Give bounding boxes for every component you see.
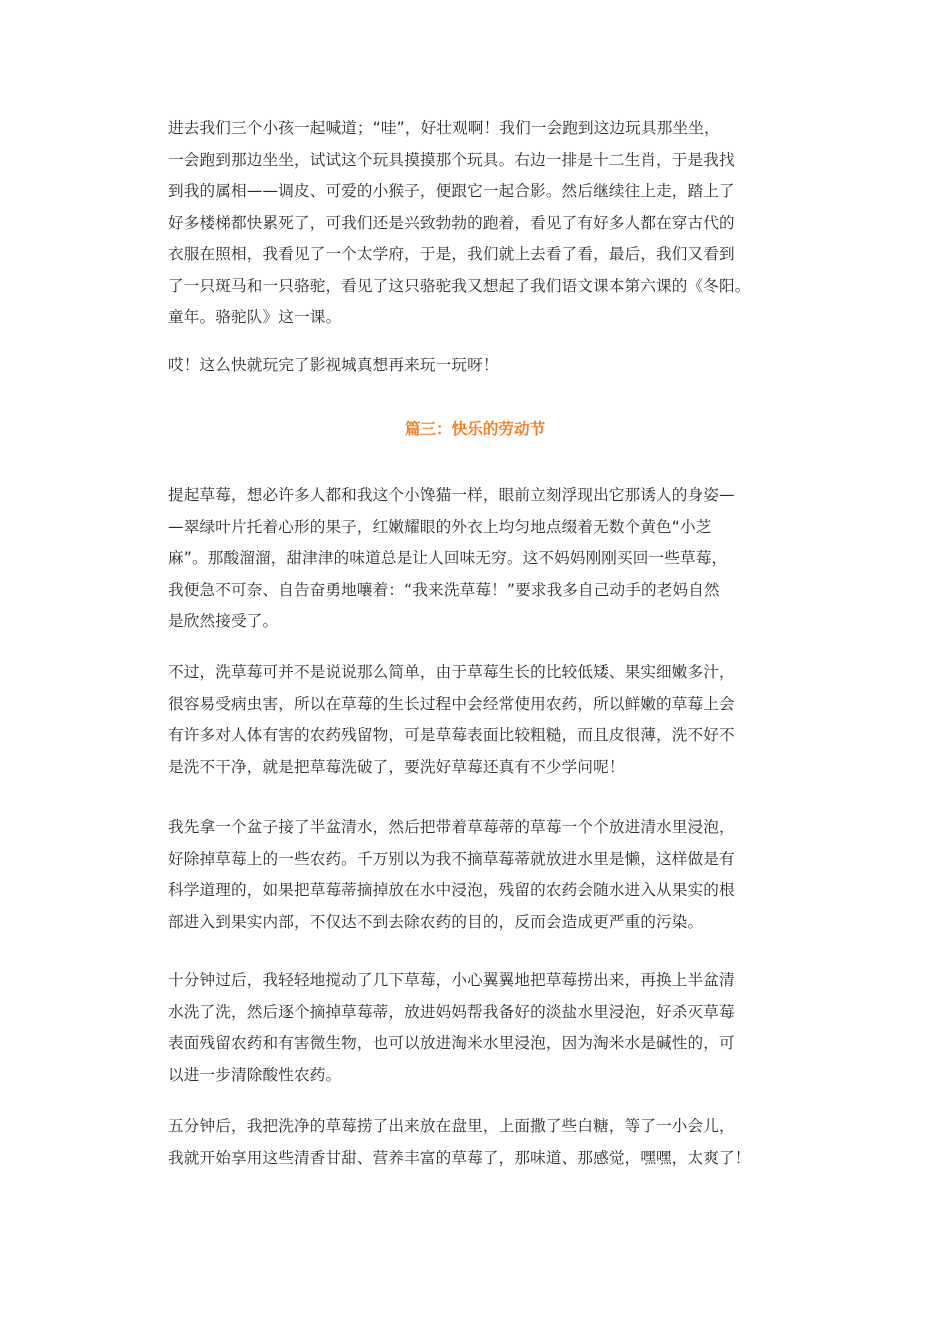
text-line: 一会跑到那边坐坐，试试这个玩具摸摸那个玩具。右边一排是十二生肖，于是我找 <box>168 150 735 169</box>
text-line: 水洗了洗，然后逐个摘掉草莓蒂，放进妈妈帮我备好的淡盐水里浸泡，好杀灭草莓 <box>168 1002 735 1021</box>
text-line: 表面残留农药和有害微生物，也可以放进淘米水里浸泡，因为淘米水是碱性的，可 <box>168 1034 735 1052</box>
paragraph-strawberry-intro <box>168 480 788 638</box>
text-line: 是欣然接受了。 <box>168 612 279 630</box>
text-line: 以进一步清除酸性农药。 <box>168 1065 342 1084</box>
paragraph-soaking-method <box>168 812 788 938</box>
text-line: 衣服在照相，我看见了一个太学府，于是，我们就上去看了看，最后，我们又看到 <box>168 245 735 263</box>
paragraph-enjoying-strawberries <box>168 1111 788 1174</box>
text-line: 到我的属相——调皮、可爱的小猴子，便跟它一起合影。然后继续往上走，踏上了 <box>168 182 735 200</box>
text-line: 了一只斑马和一只骆驼，看见了这只骆驼我又想起了我们语文课本第六课的《冬阳。 <box>168 276 751 295</box>
text-line: 好多楼梯都快累死了，可我们还是兴致勃勃的跑着，看见了有好多人都在穿古代的 <box>168 213 735 232</box>
text-line: 有许多对人体有害的农药残留物，可是草莓表面比较粗糙，而且皮很薄，洗不好不 <box>168 726 735 744</box>
text-line: —翠绿叶片托着心形的果子，红嫩耀眼的外衣上均匀地点缀着无数个黄色“小芝 <box>168 517 712 536</box>
text-line: 是洗不干净，就是把草莓洗破了，要洗好草莓还真有不少学问呢！ <box>168 757 625 776</box>
paragraph-washing-difficulty <box>168 657 788 783</box>
text-line: 我先拿一个盆子接了半盆清水，然后把带着草莓蒂的草莓一个个放进清水里浸泡， <box>168 818 735 836</box>
text-line: 哎！这么快就玩完了影视城真想再来玩一玩呀！ <box>168 356 499 374</box>
paragraph-rinsing-step <box>168 965 788 1091</box>
text-line: 我便急不可奈、自告奋勇地嚷着：“我来洗草莓！”要求我多自己动手的老妈自然 <box>168 580 720 599</box>
text-line: 我就开始享用这些清香甘甜、营养丰富的草莓了，那味道、那感觉，嘿嘿，太爽了！ <box>168 1148 751 1167</box>
text-line: 麻”。那酸溜溜，甜津津的味道总是让人回味无穷。这不妈妈刚刚买回一些草莓， <box>168 549 728 567</box>
text-line: 五分钟后，我把洗净的草莓捞了出来放在盘里，上面撒了些白糖，等了一小会儿， <box>168 1117 735 1135</box>
paragraph-film-city-visit <box>168 113 788 334</box>
paragraph-closing-remark <box>168 350 788 382</box>
text-line: 童年。骆驼队》这一课。 <box>168 308 342 326</box>
text-line: 好除掉草莓上的一些农药。千万别以为我不摘草莓蒂就放进水里是懒，这样做是有 <box>168 849 735 868</box>
text-line: 提起草莓，想必许多人都和我这个小馋猫一样，眼前立刻浮现出它那诱人的身姿— <box>168 486 735 504</box>
text-line: 部进入到果实内部，不仅达不到去除农药的目的，反而会造成更严重的污染。 <box>168 912 704 931</box>
text-line: 科学道理的，如果把草莓蒂摘掉放在水中浸泡，残留的农药会随水进入从果实的根 <box>168 881 735 899</box>
text-line: 很容易受病虫害，所以在草莓的生长过程中会经常使用农药，所以鲜嫩的草莓上会 <box>168 694 735 713</box>
text-line: 十分钟过后，我轻轻地搅动了几下草莓，小心翼翼地把草莓捞出来，再换上半盆清 <box>168 971 735 989</box>
text-line: 不过，洗草莓可并不是说说那么简单，由于草莓生长的比较低矮、果实细嫩多汁， <box>168 663 735 681</box>
section-title: 篇三：快乐的劳动节 <box>404 420 546 438</box>
text-line: 进去我们三个小孩一起喊道；“哇”，好壮观啊！我们一会跑到这边玩具那坐坐， <box>168 119 720 137</box>
